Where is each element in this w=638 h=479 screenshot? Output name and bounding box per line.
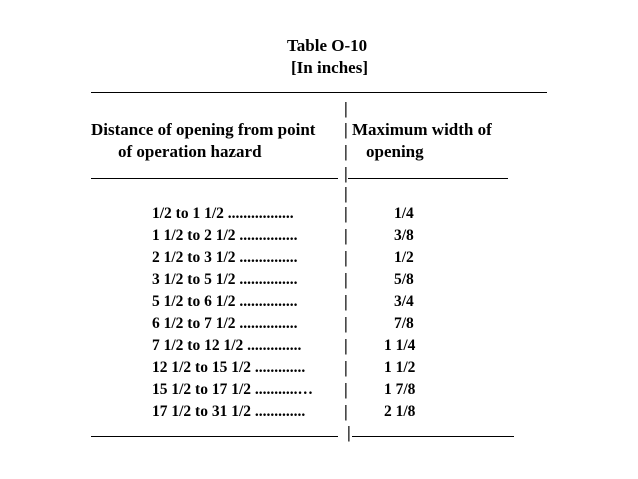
column-separator: | [344, 248, 348, 267]
column-separator: | [344, 99, 348, 118]
row-range: 5 1/2 to 6 1/2 ............... [152, 293, 298, 310]
header-rule-right [348, 178, 508, 179]
column-separator: | [344, 380, 348, 399]
row-width: 2 1/8 [384, 403, 416, 420]
table-subtitle: [In inches] [291, 58, 368, 77]
row-width: 1 7/8 [384, 381, 416, 398]
header-distance-line2: of operation hazard [118, 142, 262, 161]
row-range: 1/2 to 1 1/2 ................. [152, 205, 294, 222]
column-separator: | [344, 142, 348, 161]
row-range: 3 1/2 to 5 1/2 ............... [152, 271, 298, 288]
column-separator: | [344, 292, 348, 311]
row-width: 3/8 [394, 227, 414, 244]
row-range: 6 1/2 to 7 1/2 ............... [152, 315, 298, 332]
row-width: 1/4 [394, 205, 414, 222]
bottom-rule-left [91, 436, 338, 437]
column-separator: | [344, 314, 348, 333]
column-separator: | [344, 402, 348, 421]
row-width: 1 1/4 [384, 337, 416, 354]
column-separator: | [344, 164, 348, 183]
row-width: 1 1/2 [384, 359, 416, 376]
column-separator: | [344, 358, 348, 377]
row-range: 1 1/2 to 2 1/2 ............... [152, 227, 298, 244]
row-width: 1/2 [394, 249, 414, 266]
row-range: 12 1/2 to 15 1/2 ............. [152, 359, 306, 376]
row-width: 3/4 [394, 293, 414, 310]
header-width-line2: opening [366, 142, 424, 161]
header-width-line1: Maximum width of [352, 120, 492, 139]
header-rule-left [91, 178, 338, 179]
row-width: 7/8 [394, 315, 414, 332]
row-range: 15 1/2 to 17 1/2 ...........… [152, 381, 314, 398]
header-distance-line1: Distance of opening from point [91, 120, 316, 139]
table-title: Table O-10 [287, 36, 368, 55]
bottom-rule-right [352, 436, 514, 437]
row-range: 17 1/2 to 31 1/2 ............. [152, 403, 306, 420]
column-separator: | [344, 336, 348, 355]
column-separator: | [344, 204, 348, 223]
column-separator: | [344, 120, 348, 139]
row-range: 2 1/2 to 3 1/2 ............... [152, 249, 298, 266]
column-separator: | [344, 270, 348, 289]
row-width: 5/8 [394, 271, 414, 288]
column-separator: | [344, 184, 348, 203]
row-range: 7 1/2 to 12 1/2 .............. [152, 337, 302, 354]
column-separator: | [344, 226, 348, 245]
top-rule [91, 92, 547, 93]
column-separator: | [347, 423, 351, 442]
